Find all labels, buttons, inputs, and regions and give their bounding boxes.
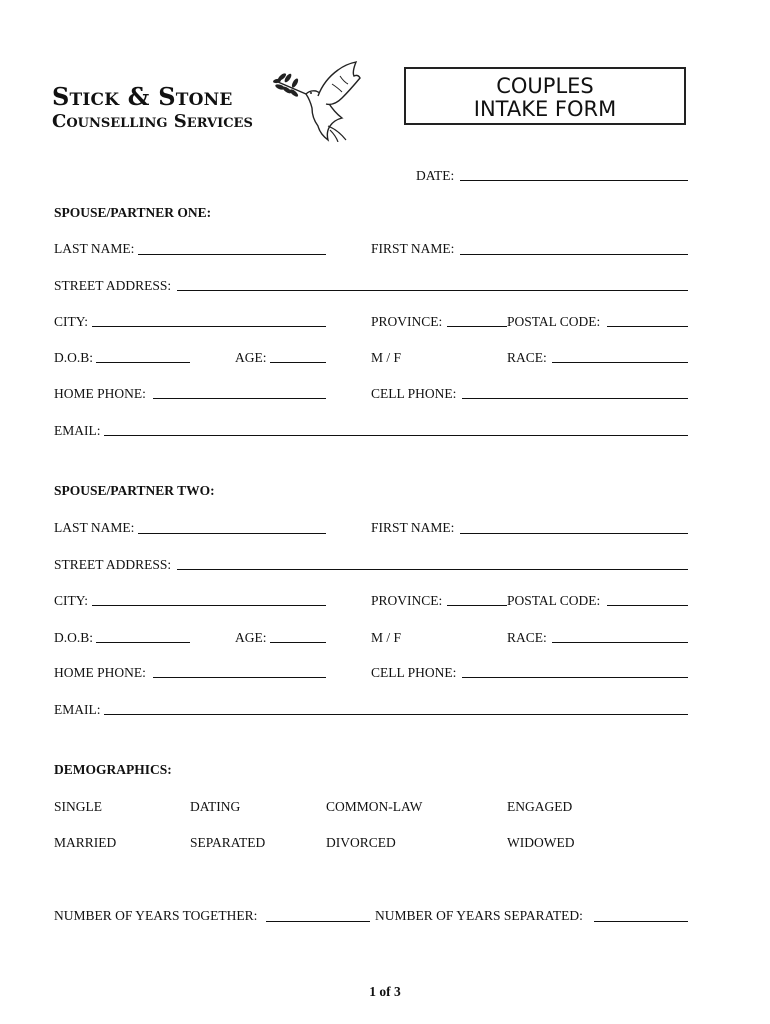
p2-cell-phone-label: CELL PHONE: [371,665,457,680]
dove-icon [272,60,364,142]
p1-city-field[interactable] [92,326,326,327]
p2-street-label: STREET ADDRESS: [54,557,172,572]
demographic-option[interactable]: SINGLE [54,799,102,814]
p2-postal-label: POSTAL CODE: [507,593,601,608]
p2-first-name-label: FIRST NAME: [371,520,455,535]
logo-subtitle: Counselling Services [52,111,253,132]
p2-postal-field[interactable] [607,605,688,606]
demographic-option[interactable]: DATING [190,799,241,814]
p2-last-name-label: LAST NAME: [54,520,135,535]
p2-dob-field[interactable] [96,642,190,643]
partner-two-heading: SPOUSE/PARTNER TWO: [54,483,215,498]
form-title-line1: COUPLES [496,74,594,98]
demographics-heading: DEMOGRAPHICS: [54,762,172,777]
demographic-option[interactable]: WIDOWED [507,835,575,850]
date-label: DATE: [416,168,455,183]
p1-home-phone-field[interactable] [153,398,326,399]
p1-last-name-label: LAST NAME: [54,241,135,256]
form-title-line2: INTAKE FORM [473,97,617,121]
date-field[interactable] [460,180,688,181]
p2-sex-label[interactable]: M / F [371,630,402,645]
p1-first-name-field[interactable] [460,254,688,255]
p2-province-field[interactable] [447,605,507,606]
p2-city-label: CITY: [54,593,89,608]
years-together-label: NUMBER OF YEARS TOGETHER: [54,908,258,923]
p1-last-name-field[interactable] [138,254,326,255]
p1-sex-label[interactable]: M / F [371,350,402,365]
p2-home-phone-label: HOME PHONE: [54,665,146,680]
p1-dob-field[interactable] [96,362,190,363]
p2-email-label: EMAIL: [54,702,101,717]
p1-home-phone-label: HOME PHONE: [54,386,146,401]
demographic-option[interactable]: ENGAGED [507,799,573,814]
p2-last-name-field[interactable] [138,533,326,534]
p1-email-label: EMAIL: [54,423,101,438]
p1-cell-phone-label: CELL PHONE: [371,386,457,401]
p2-first-name-field[interactable] [460,533,688,534]
p1-dob-label: D.O.B: [54,350,94,365]
years-separated-label: NUMBER OF YEARS SEPARATED: [375,908,583,923]
p1-postal-field[interactable] [607,326,688,327]
p1-province-label: PROVINCE: [371,314,443,329]
p2-email-field[interactable] [104,714,688,715]
years-separated-field[interactable] [594,921,688,922]
p2-race-label: RACE: [507,630,547,645]
demographic-option[interactable]: MARRIED [54,835,117,850]
p2-dob-label: D.O.B: [54,630,94,645]
p2-cell-phone-field[interactable] [462,677,688,678]
demographic-option[interactable]: DIVORCED [326,835,396,850]
p2-age-field[interactable] [270,642,326,643]
p2-city-field[interactable] [92,605,326,606]
p2-home-phone-field[interactable] [153,677,326,678]
partner-one-heading: SPOUSE/PARTNER ONE: [54,205,212,220]
p1-race-label: RACE: [507,350,547,365]
p1-city-label: CITY: [54,314,89,329]
demographic-option[interactable]: SEPARATED [190,835,266,850]
p1-age-label: AGE: [235,350,267,365]
p2-age-label: AGE: [235,630,267,645]
p1-race-field[interactable] [552,362,688,363]
p1-street-label: STREET ADDRESS: [54,278,172,293]
years-together-field[interactable] [266,921,370,922]
p1-province-field[interactable] [447,326,507,327]
p1-first-name-label: FIRST NAME: [371,241,455,256]
p2-province-label: PROVINCE: [371,593,443,608]
p1-postal-label: POSTAL CODE: [507,314,601,329]
p1-age-field[interactable] [270,362,326,363]
p1-street-field[interactable] [177,290,688,291]
p1-email-field[interactable] [104,435,688,436]
p1-cell-phone-field[interactable] [462,398,688,399]
p2-race-field[interactable] [552,642,688,643]
logo-title: Stick & Stone [52,82,233,111]
page-number: 1 of 3 [369,984,401,999]
form-title-box [404,67,686,125]
demographic-option[interactable]: COMMON-LAW [326,799,423,814]
p2-street-field[interactable] [177,569,688,570]
